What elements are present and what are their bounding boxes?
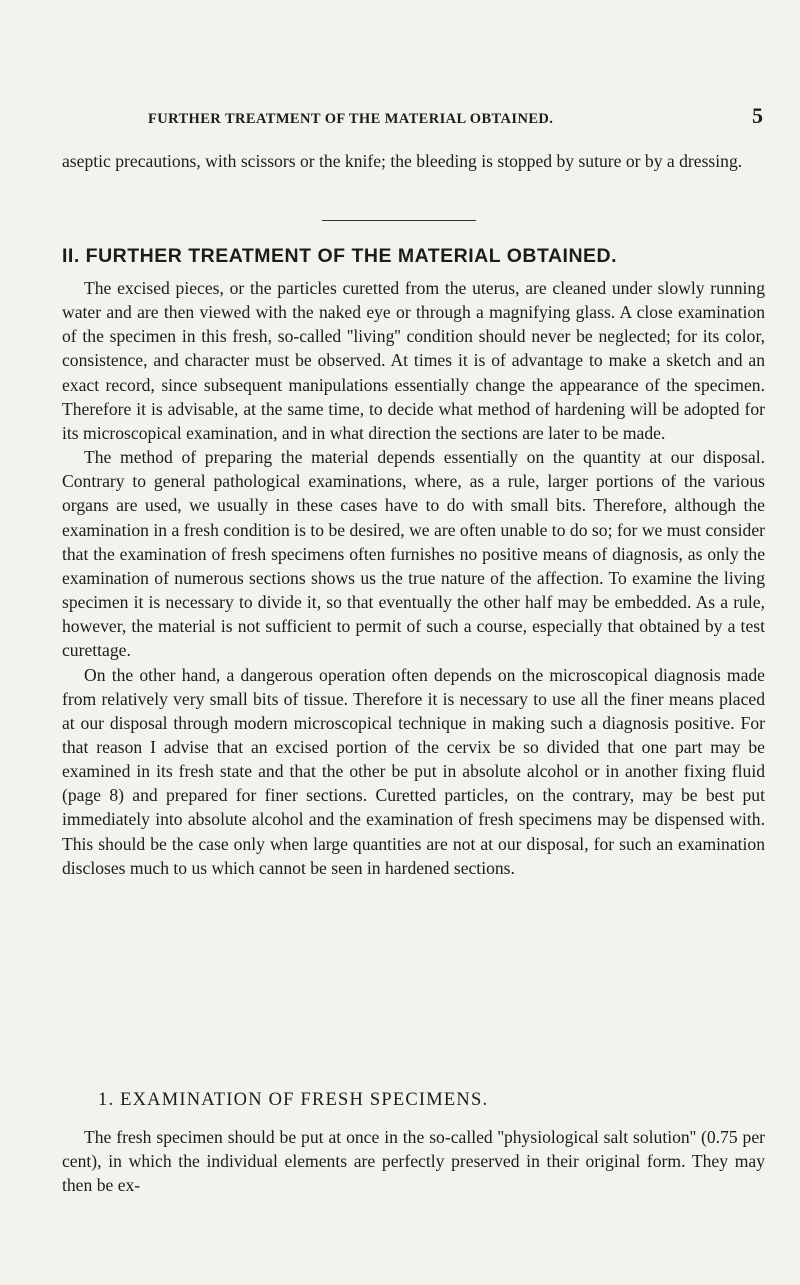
subsection-text-block [62, 1125, 765, 1197]
section-heading: II. FURTHER TREATMENT OF THE MATERIAL OBTAINED. [62, 245, 618, 267]
section-divider [322, 220, 476, 221]
section-paragraph-3: On the other hand, a dangerous operation often depends on the microscopical diagnosis made from relatively very small bits of tissue. Therefore it is necessary to use all the finer means placed at our disposal through modern microscopical technique in making such a diagnosis positive. For that reason I advise that an excised portion of the cervix be so divided that one part may be examined in its fresh state and that the other be put in absolute alcohol or in another fixing fluid (page 8) and prepared for finer sections. Curetted particles, on the contrary, may be best put immediately into absolute alcohol and the examination of fresh specimens may be dispensed with. This should be the case only when large quantities are not at our disposal, for such an examination discloses much to us which cannot be seen in hardened sections. [62, 664, 765, 878]
intro-text-block [62, 149, 765, 173]
subsection-heading: 1. EXAMINATION OF FRESH SPECIMENS. [98, 1090, 489, 1110]
intro-paragraph: aseptic precautions, with scissors or the knife; the bleeding is stopped by suture or by a dressing. [62, 151, 743, 171]
section-paragraph-2: The method of preparing the material depends essentially on the quantity at our disposal. Contrary to general pathological examinations, where, as a rule, larger portions of the various organs are used, we usually in these cases have to do with small bits. Therefore, although the examination in a fresh condition is to be desired, we are often unable to do so; for we must consider that the examination of fresh specimens often furnishes no positive means of diagnosis, as only the examination of numerous sections shows us the true nature of the affection. To examine the living specimen it is necessary to divide it, so that eventually the other half may be embedded. As a rule, however, the material is not sufficient to permit of such a course, especially that obtained by a test curettage. [62, 447, 765, 661]
running-head: FURTHER TREATMENT OF THE MATERIAL OBTAINED. [148, 111, 554, 127]
page-number: 5 [752, 103, 763, 128]
section-text-block [62, 276, 765, 880]
section-paragraph-1: The excised pieces, or the particles curetted from the uterus, are cleaned under slowly running water and are then viewed with the naked eye or through a magnifying glass. A close examination of the specimen in this fresh, so-called ''living'' condition should never be neglected; for its color, consistence, and character must be observed. At times it is of advantage to make a sketch and an exact record, since subsequent manipulations essentially change the appearance of the specimen. Therefore it is advisable, at the same time, to decide what method of hardening will be adopted for its microscopical examination, and in what direction the sections are later to be made. [62, 278, 765, 443]
subsection-paragraph: The fresh specimen should be put at once in the so-called ''physiological salt solution'' (0.75 per cent), in which the individual elements are perfectly preserved in their original form. They may then be ex- [62, 1127, 765, 1196]
